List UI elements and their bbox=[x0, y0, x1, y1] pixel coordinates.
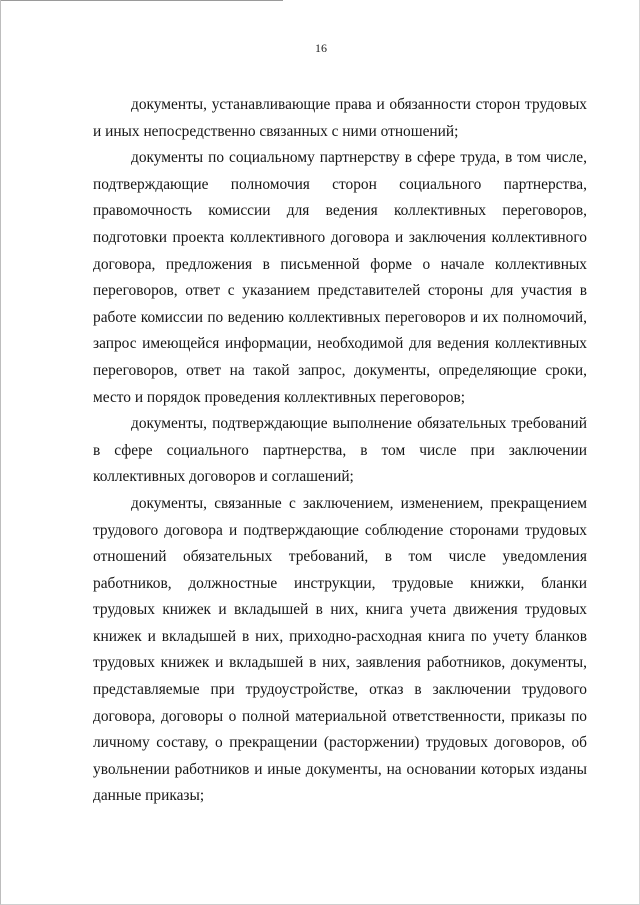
paragraph-social-partnership-documents: документы по социальному партнерству в сфере труда, в том числе, подтверждающие полномочия сторон социального партнерства, правомочность комиссии для ведения коллективных переговоров, подготовки проекта коллективного договора и заключения коллективного договора, предложения в письменной форме о начале коллективных переговоров, ответ с указанием представителей стороны для участия в работе комиссии по ведению коллективных переговоров и их полномочий, запрос имеющейся информации, необходимой для ведения коллективных переговоров, ответ на такой запрос, документы, определяющие сроки, место и порядок проведения коллективных переговоров; bbox=[93, 149, 587, 406]
page-number: 16 bbox=[315, 41, 327, 55]
paragraph-labor-relations-documents: документы, устанавливающие права и обязанности сторон трудовых и иных непосредственно связанных с ними отношений; bbox=[93, 96, 587, 140]
paragraph-mandatory-requirements-documents: документы, подтверждающие выполнение обязательных требований в сфере социального партнерства, в том числе при заключении коллективных договоров и соглашений; bbox=[93, 415, 587, 486]
scan-edge-line bbox=[1, 0, 283, 1]
paragraph-employment-contract-documents: документы, связанные с заключением, изменением, прекращением трудового договора и подтверждающие соблюдение сторонами трудовых отношений обязательных требований, в том числе уведомления работников, должностные инструкции, трудовые книжки, бланки трудовых книжек и вкладышей в них, книга учета движения трудовых книжек и вкладышей в них, приходно-расходная книга по учету бланков трудовых книжек и вкладышей в них, заявления работников, документы, представляемые при трудоустройстве, отказ в заключении трудового договора, договоры о полной материальной ответственности, приказы по личному составу, о прекращении (расторжении) трудовых договоров, об увольнении работников и иные документы, на основании которых изданы данные приказы; bbox=[93, 494, 587, 805]
document-body bbox=[93, 92, 587, 810]
